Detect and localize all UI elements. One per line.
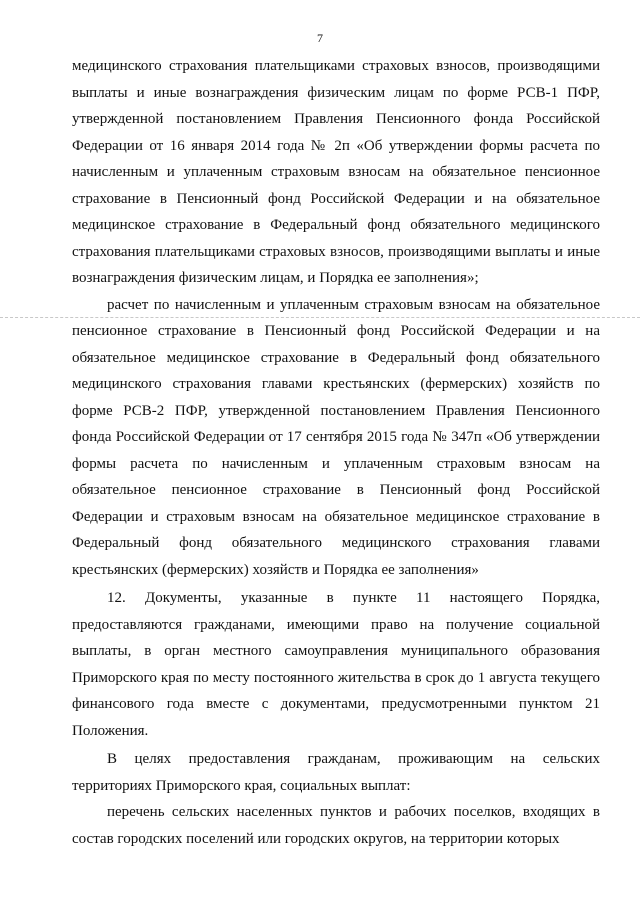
page-number: 7 bbox=[317, 31, 323, 45]
document-body bbox=[72, 53, 600, 852]
paragraph-continuation: медицинского страхования плательщиками страховых взносов, производящими выплаты и иные вознаграждения физическим лицам по форме РСВ-1 ПФР, утвержденной постановлением Правления Пенсионного фонда Российской Федерации от 16 января 2014 года № 2п «Об утверждении формы расчета по начисленным и уплаченным страховым взносам на обязательное пенсионное страхование в Пенсионный фонд Российской Федерации и на обязательное медицинское страхование в Федеральный фонд обязательного медицинского страхования плательщиками страховых взносов, производящими выплаты и иные вознаграждения физическим лицам, и Порядка ее заполнения»; bbox=[72, 58, 600, 286]
paragraph-rsv2: расчет по начисленным и уплаченным страховым взносам на обязательное пенсионное страхование в Пенсионный фонд Российской Федерации и на обязательное медицинское страхование в Федеральный фонд обязательного медицинского страхования главами крестьянских (фермерских) хозяйств по форме РСВ-2 ПФР, утвержденной постановлением Правления Пенсионного фонда Российской Федерации от 17 сентября 2015 года № 347п «Об утверждении формы расчета по начисленным и уплаченным страховым взносам на обязательное пенсионное страхование в Пенсионный фонд Российской Федерации и страховым взносам на обязательное медицинское страхование в Федеральный фонд обязательного медицинского страхования главами крестьянских (фермерских) хозяйств и Порядка ее заполнения» bbox=[72, 296, 600, 578]
paragraph-rural-purpose: В целях предоставления гражданам, проживающим на сельских территориях Приморского края, социальных выплат: bbox=[72, 751, 600, 794]
paragraph-settlements-list: перечень сельских населенных пунктов и рабочих поселков, входящих в состав городских поселений или городских округов, на территории которых bbox=[72, 804, 600, 847]
paragraph-item-12: 12. Документы, указанные в пункте 11 настоящего Порядка, предоставляются гражданами, имеющими право на получение социальной выплаты, в орган местного самоуправления муниципального образования Приморского края по месту постоянного жительства в срок до 1 августа текущего финансового года вместе с документами, предусмотренными пунктом 21 Положения. bbox=[72, 590, 600, 739]
